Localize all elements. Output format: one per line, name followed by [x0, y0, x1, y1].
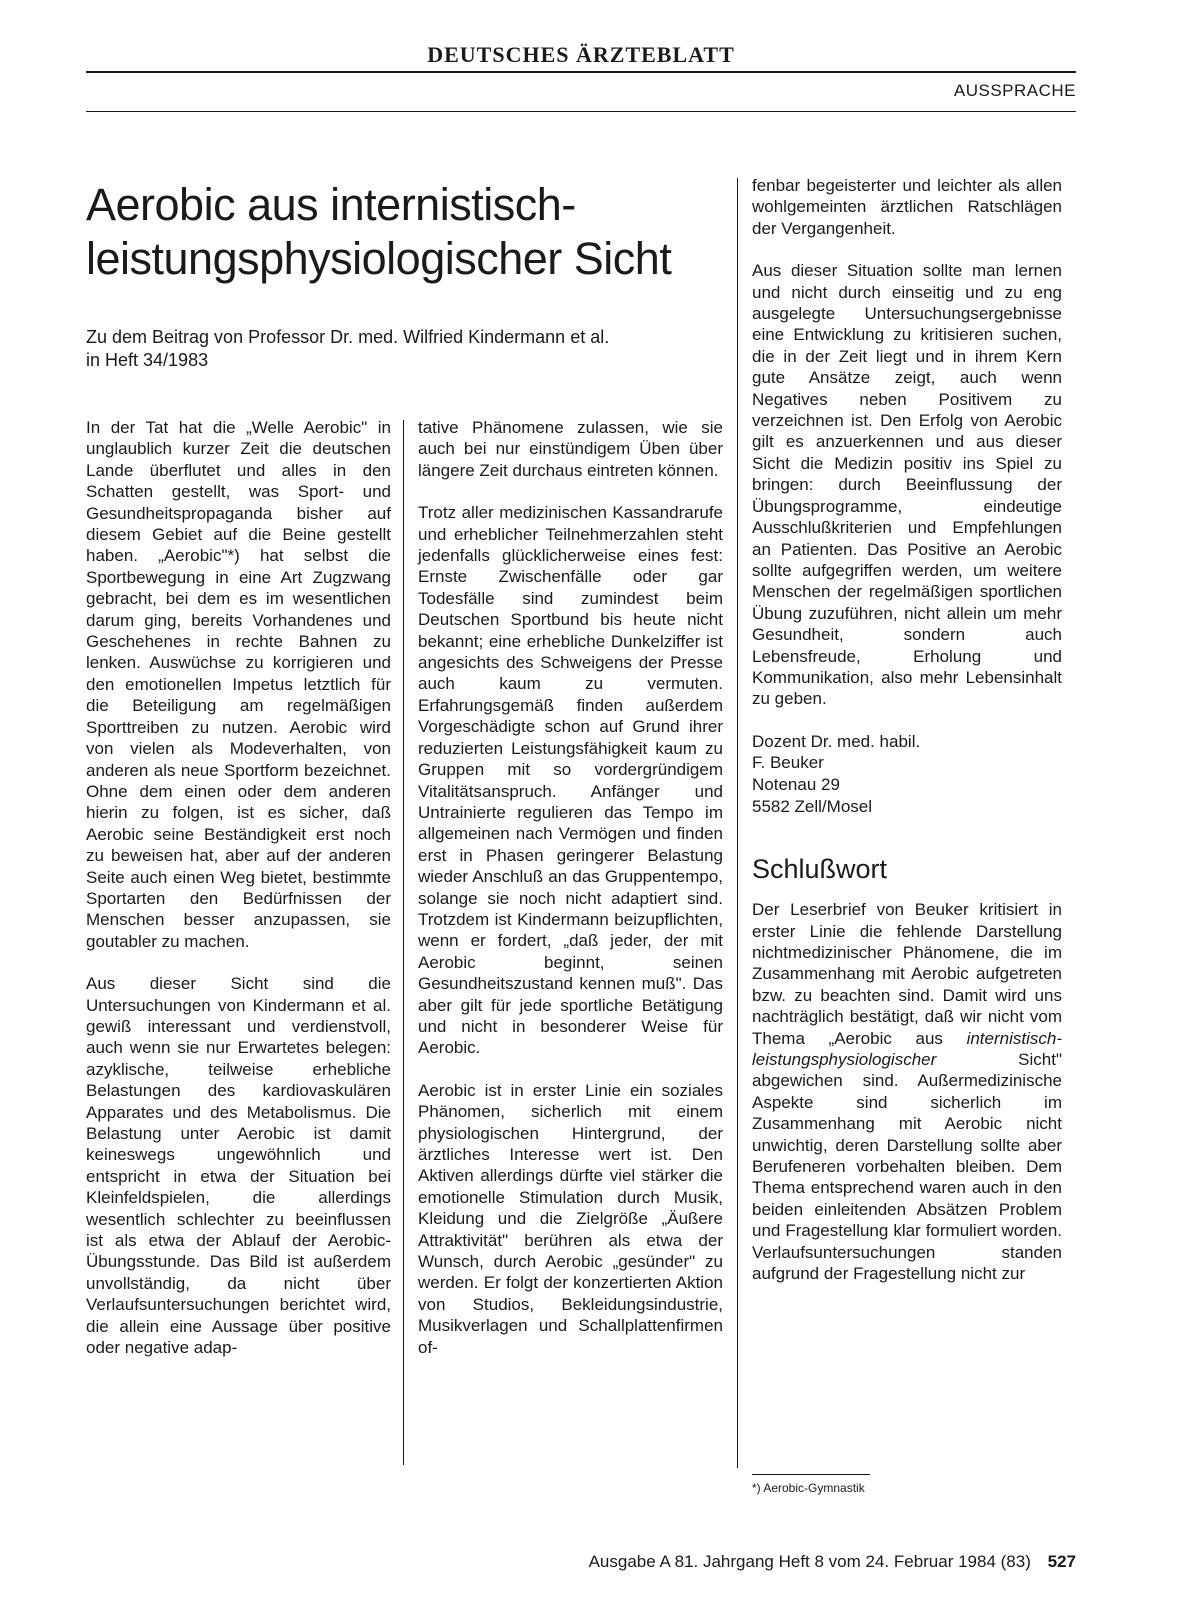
paragraph: Aus dieser Situation sollte man lernen und nicht durch einseitig und zu eng ausgelegte Untersuchungsergebnisse eine Entwicklung zu kritisieren suchen, die in der Zeit liegt und in ihrem Kern gute Ansätze zeigt, auch wenn Negatives neben Positivem zu verzeichnen ist. Den Erfolg von Aerobic gilt es anzuerkennen und aus dieser Sicht die Medizin positiv ins Spiel zu bringen: durch Beeinflussung der Übungsprogramme, eindeutige Ausschlußkriterien und Empfehlungen an Patienten. Das Positive an Aerobic sollte aufgegriffen werden, um weitere Menschen der regelmäßigen sportlichen Übung zuzuführen, nicht allein um mehr Gesundheit, sondern auch Lebensfreude, Erholung und Kommunikation, also mehr Lebensinhalt zu geben. — [752, 261, 1062, 709]
journal-masthead: DEUTSCHES ÄRZTEBLATT — [427, 42, 735, 67]
reply-heading: Schlußwort — [752, 854, 888, 885]
page-number: 527 — [1047, 1552, 1076, 1571]
title-line-2: leistungsphysiologischer Sicht — [86, 233, 672, 284]
subtitle-line-1: Zu dem Beitrag von Professor Dr. med. Wilfried Kindermann et al. — [86, 327, 610, 347]
paragraph: In der Tat hat die „Welle Aerobic" in unglaublich kurzer Zeit die deutschen Lande überflutet und alles in den Schatten gestellt, was Sport- und Gesundheitspropaganda bisher auf diesem Gebiet auf die Beine gestellt haben. „Aerobic"*) hat selbst die Sportbewegung in eine Art Zugzwang gebracht, bei dem es im wesentlichen darum ging, bereits Vorhandenes und Geschehenes in rechte Bahnen zu lenken. Auswüchse zu korrigieren und den emotionellen Impetus letztlich für die Beteiligung am regelmäßigen Sporttreiben zu nutzen. Aerobic wird von vielen als Modeverhalten, von anderen als neue Sportform bezeichnet. Ohne dem einen oder dem anderen hierin zu folgen, ist es sicher, daß Aerobic seine Beständigkeit erst noch zu beweisen hat, aber auf der anderen Seite auch einen Weg bietet, bestimmte Sportarten den Bedürfnissen der Menschen besser anzupassen, sie goutabler zu machen. — [86, 418, 391, 951]
article-title — [86, 178, 736, 286]
paragraph — [752, 899, 1062, 1284]
paragraph: Aus dieser Sicht sind die Untersuchungen von Kindermann et al. gewiß interessant und verdienstvoll, auch wenn sie nur Erwartetes belegen: azyklische, teilweise erhebliche Belastungen des kardiovaskulären Apparates und des Metabolismus. Die Belastung unter Aerobic ist damit keineswegs ungewöhnlich und entspricht in etwa der Situation bei Kleinfeldspielen, die allerdings wesentlich schlechter zu beeinflussen ist als etwa der Ablauf der Aerobic-Übungsstunde. Das Bild ist außerdem unvollständig, da nicht über Verlaufsuntersuchungen berichtet wird, die allein eine Aussage über positive oder negative adap- — [86, 974, 391, 1358]
reply-text-italic: internistisch-leistungsphysiologischer — [752, 1028, 1062, 1069]
section-label: AUSSPRACHE — [953, 81, 1076, 100]
paragraph: Trotz aller medizinischen Kassandrarufe und erheblicher Teilnehmerzahlen steht jedenfalls glücklicherweise eines fest: Ernste Zwischenfälle oder gar Todesfälle sind zumindest beim Deutschen Sportbund bis heute nicht bekannt; eine erhebliche Dunkelziffer ist angesichts des Schweigens der Presse auch kaum zu vermuten. Erfahrungsgemäß finden außerdem Vorgeschädigte schon auf Grund ihrer reduzierten Leistungsfähigkeit kaum zu Gruppen mit so vordergründigem Vitalitätsanspruch. Anfänger und Untrainierte regulieren das Tempo im allgemeinen nach Vermögen und finden erst in Phasen geringerer Belastung wieder Anschluß an das Gruppentempo, solange sie noch nicht adaptiert sind. Trotzdem ist Kindermann beizupflichten, wenn er fordert, „daß jeder, der mit Aerobic beginnt, seinen Gesundheitszustand kennen muß". Das aber gilt für jede sportliche Betätigung und nicht in besonderer Weise für Aerobic. — [418, 503, 723, 1058]
issue-info: Ausgabe A 81. Jahrgang Heft 8 vom 24. Februar 1984 (83) — [588, 1552, 1031, 1571]
reply-text-a: Der Leserbrief von Beuker kritisiert in erster Linie die fehlende Darstellung nichtmedizinischer Phänomene, die im Zusammenhang mit Aerobic aufgetreten bzw. zu beachten sind. Damit wird uns nachträglich bestätigt, daß wir nicht vom Thema „Aerobic aus — [752, 900, 1062, 1048]
paragraph: Aerobic ist in erster Linie ein soziales Phänomen, sicherlich mit einem physiologischen Hintergrund, der ärztliches Interesse wert ist. Den Aktiven allerdings dürfte viel stärker die emotionelle Stimulation durch Musik, Kleidung und die Zielgröße „Äußere Attraktivität" berühren als etwa der Wunsch, durch Aerobic „gesünder" zu werden. Er folgt der konzertierten Aktion von Studios, Bekleidungsindustrie, Musikverlagen und Schallplattenfirmen of- — [418, 1080, 723, 1357]
address-line: Dozent Dr. med. habil. — [752, 731, 921, 751]
column-divider-2 — [737, 178, 738, 1468]
masthead-rule — [86, 71, 1076, 73]
column-1 — [86, 417, 391, 1379]
address-line: Notenau 29 — [752, 774, 840, 794]
reply-text-b: Sicht" abgewichen sind. Außermedizinische Aspekte sind sicherlich im Zusammenhang mit Aerobic nicht unwichtig, deren Darstellung sollte aber Berufeneren vorbehalten bleiben. Dem Thema entsprechend waren auch in den beiden einleitenden Absätzen Problem und Fragestellung klar formuliert worden. Verlaufsuntersuchungen standen aufgrund der Fragestellung nicht zur — [752, 1049, 1062, 1284]
column-2 — [418, 417, 723, 1379]
address-line: F. Beuker — [752, 753, 824, 773]
subtitle-line-2: in Heft 34/1983 — [86, 350, 209, 370]
column-3 — [752, 175, 1062, 1305]
title-line-1: Aerobic aus internistisch- — [86, 179, 576, 230]
footnote-rule — [752, 1474, 870, 1475]
paragraph: fenbar begeisterter und leichter als allen wohlgemeinten ärztlichen Ratschlägen der Vergangenheit. — [752, 176, 1062, 238]
author-address — [752, 731, 1062, 817]
footnote: *) Aerobic-Gymnastik — [752, 1481, 865, 1495]
page-footer — [589, 1551, 1076, 1573]
paragraph: tative Phänomene zulassen, wie sie auch bei nur einstündigem Üben über längere Zeit durchaus eintreten können. — [418, 418, 723, 480]
address-line: 5582 Zell/Mosel — [752, 796, 873, 816]
article-subtitle — [86, 326, 736, 372]
column-divider-1 — [403, 420, 404, 1465]
section-rule — [86, 111, 1076, 112]
